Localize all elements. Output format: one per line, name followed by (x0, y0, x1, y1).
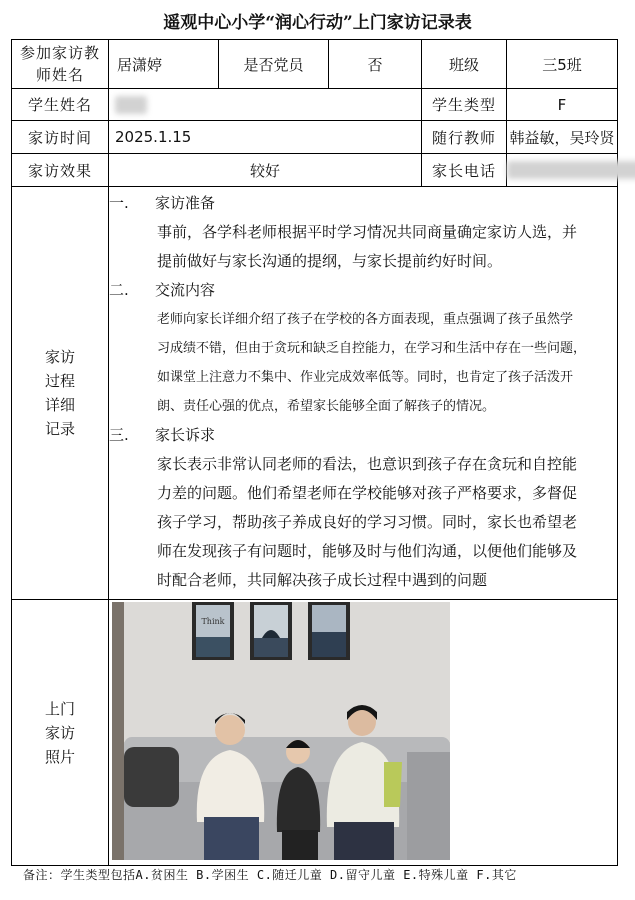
table-row (12, 121, 618, 154)
detail-label-line: 家访 (44, 348, 75, 366)
section-heading (109, 189, 617, 218)
student-label: 学生姓名 (12, 89, 109, 121)
effect-value: 较好 (109, 154, 422, 187)
home-visit-photo (112, 602, 450, 860)
photo-label (12, 600, 109, 866)
section-text: 如课堂上注意力不集中、作业完成效率低等。同时，也肯定了孩子活泼开 (157, 370, 574, 385)
section-number: 一. (109, 194, 129, 212)
class-value: 三5班 (507, 40, 618, 89)
photo-cell (109, 600, 618, 866)
detail-label-line: 详细 (44, 396, 75, 414)
accomp-label: 随行教师 (422, 121, 507, 154)
dark-jacket (124, 747, 179, 807)
teacher-name: 居潇婷 (109, 40, 219, 89)
section-text: 提前做好与家长沟通的提纲，与家长提前约好时间。 (157, 252, 503, 270)
section-text: 朗、责任心强的优点，希望家长能够全面了解孩子的情况。 (157, 399, 496, 414)
section-text: 师在发现孩子有问题时，能够及时与他们沟通，以便他们能够及 (157, 542, 578, 560)
page-title: 遥观中心小学“润心行动”上门家访记录表 (163, 13, 472, 33)
photo-label-line: 上门 (44, 699, 75, 718)
phone-redacted (507, 154, 618, 187)
footnote: 备注：学生类型包括A.贫困生 B.学困生 C.随迁儿童 D.留守儿童 E.特殊儿童 F.其它 (23, 868, 517, 882)
section-heading (109, 421, 617, 450)
table-row (12, 89, 618, 121)
class-label: 班级 (422, 40, 507, 89)
detail-label-line: 过程 (44, 372, 75, 390)
detail-content (109, 187, 618, 600)
section-text: 家长表示非常认同老师的看法，也意识到孩子存在贪玩和自控能 (157, 455, 578, 473)
section-text: 事前，各学科老师根据平时学习情况共同商量确定家访人选，并 (157, 223, 578, 241)
time-value: 2025.1.15 (109, 121, 422, 154)
table-row (12, 187, 618, 600)
detail-label-line: 记录 (44, 420, 75, 438)
section-text: 老师向家长详细介绍了孩子在学校的各方面表现，重点强调了孩子虽然学 (157, 312, 574, 327)
painting-middle (250, 602, 292, 660)
accomp-value: 韩益敏，吴玲贤 (507, 121, 618, 154)
detail-label (12, 187, 109, 600)
table-row (12, 154, 618, 187)
table-row (12, 40, 618, 89)
section-title: 家访准备 (155, 194, 216, 212)
section-number: 三. (109, 426, 129, 444)
section-text: 时配合老师，共同解决孩子成长过程中遇到的问题 (157, 571, 488, 589)
section-text: 习成绩不错，但由于贪玩和缺乏自控能力，在学习和生活中存在一些问题， (157, 341, 587, 356)
student-name-redacted (109, 89, 422, 121)
student-type-label: 学生类型 (422, 89, 507, 121)
section-title: 交流内容 (155, 281, 216, 299)
teacher-label: 参加家访教师姓名 (12, 40, 109, 89)
effect-label: 家访效果 (12, 154, 109, 187)
photo-label-line: 照片 (44, 747, 75, 766)
section-heading (109, 276, 617, 305)
section-title: 家长诉求 (155, 426, 216, 444)
party-value: 否 (329, 40, 422, 89)
section-text: 力差的问题。他们希望老师在学校能够对孩子严格要求，多督促 (157, 484, 578, 502)
section-number: 二. (109, 281, 129, 299)
painting-left (192, 602, 234, 660)
section-text: 孩子学习，帮助孩子养成良好的学习习惯。同时，家长也希望老 (157, 513, 578, 531)
party-label: 是否党员 (219, 40, 329, 89)
table-row (12, 600, 618, 866)
painting-right (308, 602, 350, 660)
student-type-value: F (507, 89, 618, 121)
photo-label-line: 家访 (44, 723, 75, 742)
painting-text: Think (201, 617, 225, 626)
time-label: 家访时间 (12, 121, 109, 154)
visit-record-table (11, 39, 618, 866)
phone-label: 家长电话 (422, 154, 507, 187)
